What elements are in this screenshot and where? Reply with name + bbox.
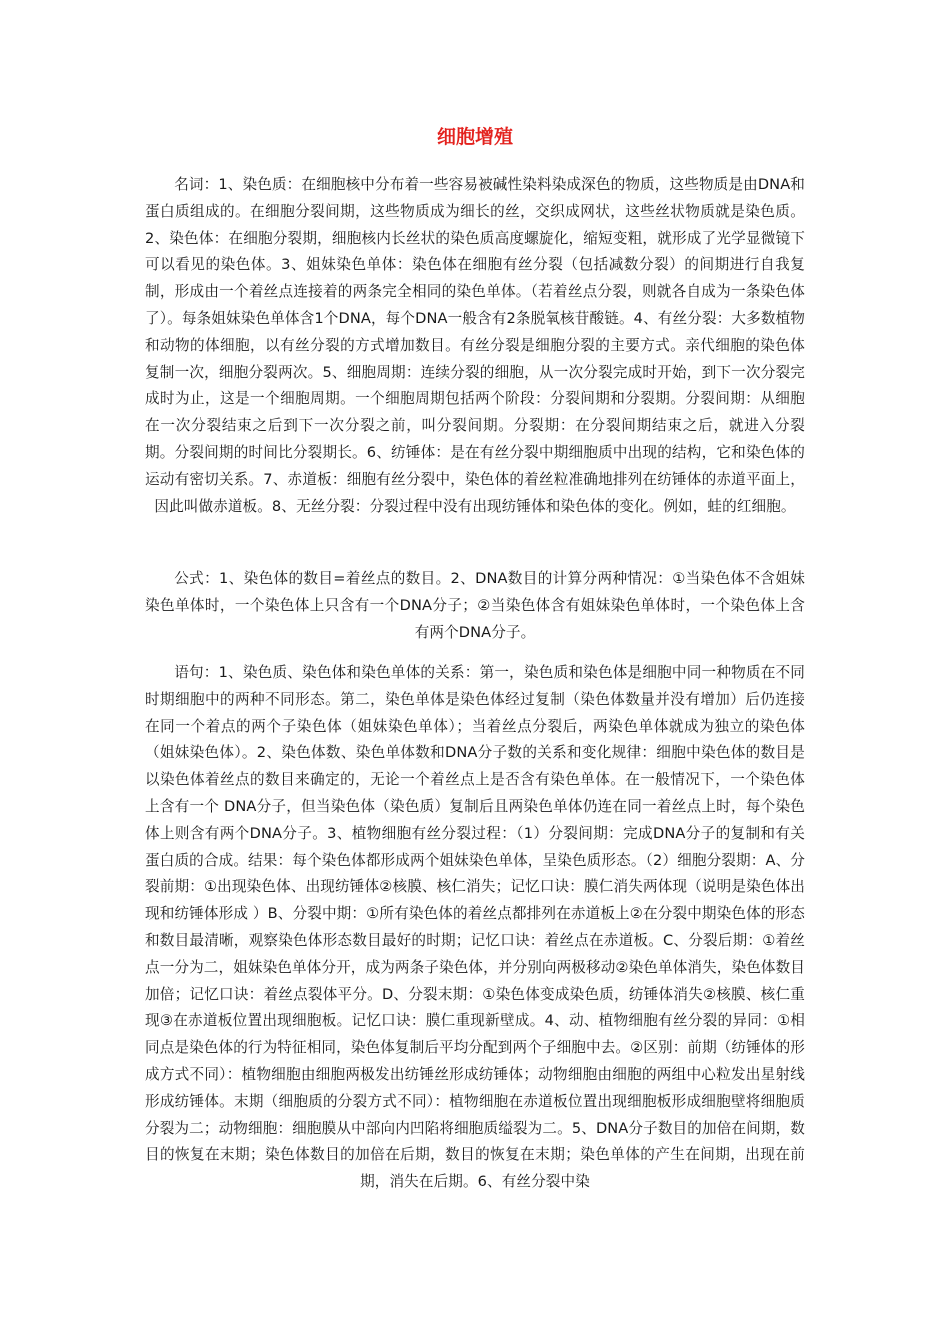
sentences-paragraph: 语句：1、染色质、染色体和染色单体的关系：第一，染色质和染色体是细胞中同一种物质在不同时期细胞中的两种不同形态。第二，染色单体是染色体经过复制（染色体数量并没有增加）后仍连接在同一个着点的两个子染色体（姐妹染色单体）；当着丝点分裂后，两染色单体就成为独立的染色体（姐妹染色体）。2、染色体数、染色单体数和DNA分子数的关系和变化规律：细胞中染色体的数目是以染色体着丝点的数目来确定的，无论一个着丝点上是否含有染色单体。在一般情况下，一个染色体上含有一个 DNA分子，但当染色体（染色质）复制后且两染色单体仍连在同一着丝点上时，每个染色体上则含有两个DNA分子。3、植物细胞有丝分裂过程：（1）分裂间期：完成DNA分子的复制和有关蛋白质的合成。结果：每个染色体都形成两个姐妹染色单体，呈染色质形态。（2）细胞分裂期：A、分裂前期：①出现染色体、出现纺锤体②核膜、核仁消失；记忆口诀：膜仁消失两体现（说明是染色体出现和纺锤体形成 ）B、分裂中期：①所有染色体的着丝点都排列在赤道板上②在分裂中期染色体的形态和数目最清晰，观察染色体形态数目最好的时期；记忆口诀：着丝点在赤道板。C、分裂后期：①着丝点一分为二，姐妹染色单体分开，成为两条子染色体，并分别向两极移动②染色单体消失，染色体数目加倍；记忆口诀：着丝点裂体平分。D、分裂末期：①染色体变成染色质，纺锤体消失②核膜、核仁重现③在赤道板位置出现细胞板。记忆口诀：膜仁重现新壁成。4、动、植物细胞有丝分裂的异同：①相同点是染色体的行为特征相同，染色体复制后平均分配到两个子细胞中去。②区别：前期（纺锤体的形成方式不同）：植物细胞由细胞两极发出纺锤丝形成纺锤体；动物细胞由细胞的两组中心粒发出星射线形成纺锤体。末期（细胞质的分裂方式不同）：植物细胞在赤道板位置出现细胞板形成细胞壁将细胞质分裂为二；动物细胞：细胞膜从中部向内凹陷将细胞质缢裂为二。5、DNA分子数目的加倍在间期，数目的恢复在末期；染色体数目的加倍在后期，数目的恢复在末期；染色单体的产生在间期，出现在前期，消失在后期。6、有丝分裂中染 [145,664,805,1191]
terms-paragraph: 名词：1、染色质：在细胞核中分布着一些容易被碱性染料染成深色的物质，这些物质是由DNA和蛋白质组成的。在细胞分裂间期，这些物质成为细长的丝，交织成网状，这些丝状物质就是染色质。2、染色体：在细胞分裂期，细胞核内长丝状的染色质高度螺旋化，缩短变粗，就形成了光学显微镜下可以看见的染色体。3、姐妹染色单体：染色体在细胞有丝分裂（包括减数分裂）的间期进行自我复制，形成由一个着丝点连接着的两条完全相同的染色单体。（若着丝点分裂，则就各自成为一条染色体了）。每条姐妹染色单体含1个DNA，每个DNA一般含有2条脱氧核苷酸链。4、有丝分裂：大多数植物和动物的体细胞，以有丝分裂的方式增加数目。有丝分裂是细胞分裂的主要方式。亲代细胞的染色体复制一次，细胞分裂两次。5、细胞周期：连续分裂的细胞，从一次分裂完成时开始，到下一次分裂完成时为止，这是一个细胞周期。一个细胞周期包括两个阶段：分裂间期和分裂期。分裂间期：从细胞在一次分裂结束之后到下一次分裂之前，叫分裂间期。分裂期：在分裂间期结束之后，就进入分裂期。分裂间期的时间比分裂期长。6、纺锤体：是在有丝分裂中期细胞质中出现的结构，它和染色体的运动有密切关系。7、赤道板：细胞有丝分裂中，染色体的着丝粒准确地排列在纺锤体的赤道平面上，因此叫做赤道板。8、无丝分裂：分裂过程中没有出现纺锤体和染色体的变化。例如，蛙的红细胞。 [145,176,805,515]
page-title: 细胞增殖 [436,126,513,148]
formulas-paragraph: 公式：1、染色体的数目=着丝点的数目。2、DNA数目的计算分两种情况：①当染色体不含姐妹染色单体时，一个染色体上只含有一个DNA分子；②当染色体含有姐妹染色单体时，一个染色体上含有两个DNA分子。 [145,570,805,641]
